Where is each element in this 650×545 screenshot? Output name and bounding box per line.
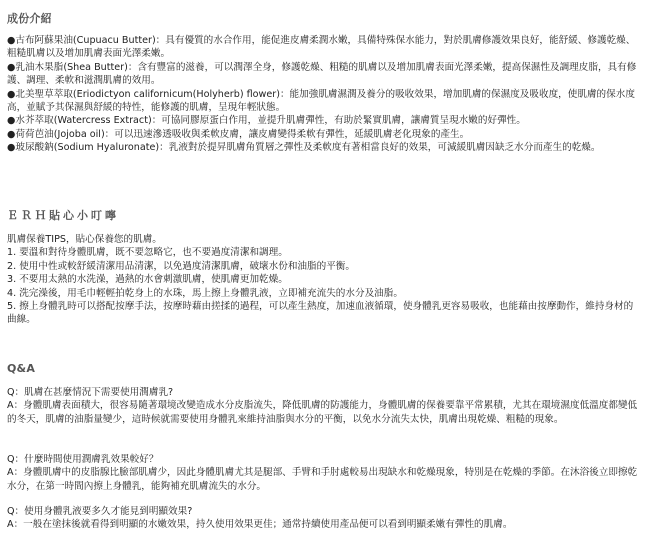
qa-pair [7, 386, 642, 426]
tip-item: 3. 不要用太熱的水洗澡，過熱的水會刺激肌膚，使肌膚更加乾燥。 [7, 274, 288, 286]
tips-title: ＥＲＨ貼心小叮嚀 [7, 209, 119, 222]
tip-item: 2. 使用中性或較舒緩清潔用品清潔，以免過度清潔肌膚，破壞水份和油脂的平衡。 [7, 260, 355, 272]
tips-list [7, 233, 642, 327]
qa-answer: A：身體肌膚中的皮脂腺比臉部肌膚少，因此身體肌膚尤其是腿部、手臂和手肘處較易出現缺水和乾燥現象，特別是在乾燥的季節。在沐浴後立即擦乾水分，在第一時間內擦上身體乳，能夠補充肌膚流失的水分。 [7, 467, 638, 492]
qa-question: Q：肌膚在甚麼情況下需要使用潤膚乳? [7, 387, 174, 398]
tips-intro: 肌膚保養TIPS，貼心保養您的肌膚。 [7, 234, 162, 245]
qa-answer: A：身體肌膚表面積大，很容易隨著環境改變造成水分皮脂流失，降低肌膚的防護能力，身體肌膚的保養要靠平常累積，尤其在環境濕度低溫度都變低的冬天，肌膚的油脂量變少，這時候就需要使用身體乳來維持油脂與水分的平衡，以免水分流失太快，肌膚出現乾燥、粗糙的現象。 [7, 400, 638, 425]
qa-answer: A：一般在塗抹後就看得到明顯的水嫩效果，持久使用效果更佳；通常持續使用產品便可以看到明顯柔嫩有彈性的肌膚。 [7, 519, 513, 531]
tip-item: 1. 要溫和對待身體肌膚，既不要忽略它，也不要過度清潔和調理。 [7, 247, 288, 259]
ingredient-item: ●玻尿酸鈉(Sodium Hyaluronate)：乳液對於提昇肌膚角質層之彈性及柔軟度有著相當良好的效果，可減緩肌膚因缺乏水分而產生的乾燥。 [7, 142, 601, 154]
qa-question: Q：使用身體乳液要多久才能見到明顯效果? [7, 506, 193, 517]
ingredients-list [7, 34, 642, 155]
qa-question: Q：什麼時間使用潤膚乳效果較好？ [7, 454, 159, 465]
qa-title: Q&A [7, 362, 36, 375]
ingredient-item: ●荷荷芭油(Jojoba oil)：可以迅速滲透吸收與柔軟皮膚，讓皮膚變得柔軟有彈性，延緩肌膚老化現象的產生。 [7, 128, 470, 140]
ingredient-item: ●古布阿蘇果油(Cupuacu Butter)：具有優質的水合作用，能促進皮膚柔潤水嫩，具備特殊保水能力，對於肌膚修護效果良好，能舒緩、修護乾燥、粗糙肌膚以及增加肌膚表面光澤柔嫩。 [7, 35, 636, 60]
tip-item: 5. 擦上身體乳時可以搭配按摩手法，按摩時藉由搓揉的過程，可以產生熱度，加速血液循環，使身體乳更容易吸收，也能藉由按摩動作，維持身材的曲線。 [7, 301, 634, 326]
ingredient-item: ●北美聖草萃取(Eriodictyon californicum(Holyherb) flower)：能加強肌膚濕潤及養分的吸收效果，增加肌膚的保濕度及吸收度，使肌膚的保水度高，並賦予其保濕與舒緩的特性，能修護的肌膚，呈現年輕狀態。 [7, 88, 635, 114]
tip-item: 4. 洗完澡後，用毛巾輕輕拍乾身上的水珠，馬上擦上身體乳液，立即補充流失的水分及油脂。 [7, 287, 403, 299]
qa-pair [7, 453, 642, 493]
ingredients-title: 成份介紹 [7, 12, 52, 25]
ingredient-item: ●乳油木果脂(Shea Butter)：含有豐富的滋養，可以潤澤全身，修護乾燥、粗糙的肌膚以及增加肌膚表面光澤柔嫩，提高保濕性及調理皮脂，具有修護、調理、柔軟和滋潤肌膚的效用。 [7, 61, 637, 87]
qa-pair [7, 505, 642, 532]
ingredient-item: ●水芥萃取(Watercress Extract)：可協同膠原蛋白作用，並提升肌膚彈性，有助於緊實肌膚，讓膚質呈現水嫩的好彈性。 [7, 115, 526, 127]
